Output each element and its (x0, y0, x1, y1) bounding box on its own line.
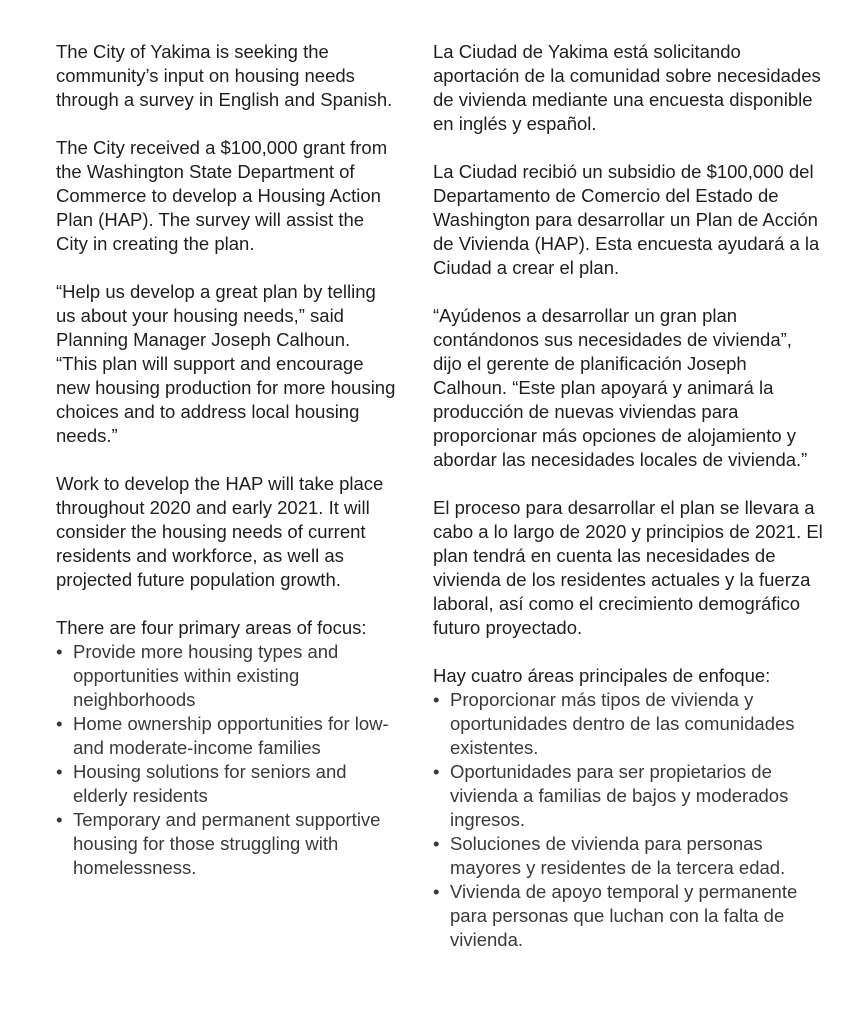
spanish-column (433, 40, 823, 952)
bullet-icon: • (56, 713, 63, 734)
spanish-bullet-text: Proporcionar más tipos de vivienda y oportunidades dentro de las comunidades existentes. (450, 689, 795, 758)
english-bullet-text: Home ownership opportunities for low- and moderate-income families (73, 713, 389, 758)
spanish-paragraph-quote: “Ayúdenos a desarrollar un gran plan contándonos sus necesidades de vivienda”, dijo el gerente de planificación Joseph Calhoun. “Este plan apoyará y animará la producción de nuevas viviendas para proporcionar más opciones de alojamiento y abordar las necesidades locales de vivienda.” (433, 305, 808, 470)
list-item (433, 832, 823, 880)
list-item (56, 808, 396, 880)
english-focus-list (56, 640, 396, 880)
english-paragraph-quote: “Help us develop a great plan by telling us about your housing needs,” said Planning Manager Joseph Calhoun. “This plan will support and encourage new housing production for more housing choices and to address local housing needs.” (56, 281, 396, 446)
spanish-paragraph-grant: La Ciudad recibió un subsidio de $100,000 del Departamento de Comercio del Estado de Washington para desarrollar un Plan de Acción de Vivienda (HAP). Esta encuesta ayudará a la Ciudad a crear el plan. (433, 161, 820, 278)
list-item (56, 760, 396, 808)
english-focus-intro: There are four primary areas of focus: (56, 617, 367, 638)
spanish-focus-intro: Hay cuatro áreas principales de enfoque: (433, 665, 771, 686)
list-item (433, 688, 823, 760)
bullet-icon: • (433, 761, 440, 782)
list-item (56, 640, 396, 712)
list-item (433, 760, 823, 832)
bullet-icon: • (56, 641, 63, 662)
english-paragraph-grant: The City received a $100,000 grant from the Washington State Department of Commerce to develop a Housing Action Plan (HAP). The survey will assist the City in creating the plan. (56, 137, 388, 254)
spanish-paragraph-intro: La Ciudad de Yakima está solicitando aportación de la comunidad sobre necesidades de vivienda mediante una encuesta disponible en inglés y español. (433, 41, 821, 134)
bullet-icon: • (56, 809, 63, 830)
english-paragraph-timeline: Work to develop the HAP will take place throughout 2020 and early 2021. It will consider the housing needs of current residents and workforce, as well as projected future population growth. (56, 473, 384, 590)
english-paragraph-intro: The City of Yakima is seeking the community’s input on housing needs through a survey in English and Spanish. (56, 41, 393, 110)
spanish-focus-list (433, 688, 823, 952)
spanish-bullet-text: Soluciones de vivienda para personas mayores y residentes de la tercera edad. (450, 833, 786, 878)
bullet-icon: • (56, 761, 63, 782)
list-item (433, 880, 823, 952)
bullet-icon: • (433, 833, 440, 854)
english-bullet-text: Housing solutions for seniors and elderly residents (73, 761, 347, 806)
english-column (56, 40, 396, 880)
english-bullet-text: Provide more housing types and opportunities within existing neighborhoods (73, 641, 339, 710)
spanish-bullet-text: Oportunidades para ser propietarios de vivienda a familias de bajos y moderados ingresos. (450, 761, 789, 830)
bullet-icon: • (433, 881, 440, 902)
english-bullet-text: Temporary and permanent supportive housing for those struggling with homelessness. (73, 809, 381, 878)
spanish-bullet-text: Vivienda de apoyo temporal y permanente para personas que luchan con la falta de vivienda. (450, 881, 798, 950)
bullet-icon: • (433, 689, 440, 710)
list-item (56, 712, 396, 760)
spanish-paragraph-timeline: El proceso para desarrollar el plan se llevara a cabo a lo largo de 2020 y principios de 2021. El plan tendrá en cuenta las necesidades de vivienda de los residentes actuales y la fuerza laboral, así como el crecimiento demográfico futuro proyectado. (433, 497, 823, 638)
